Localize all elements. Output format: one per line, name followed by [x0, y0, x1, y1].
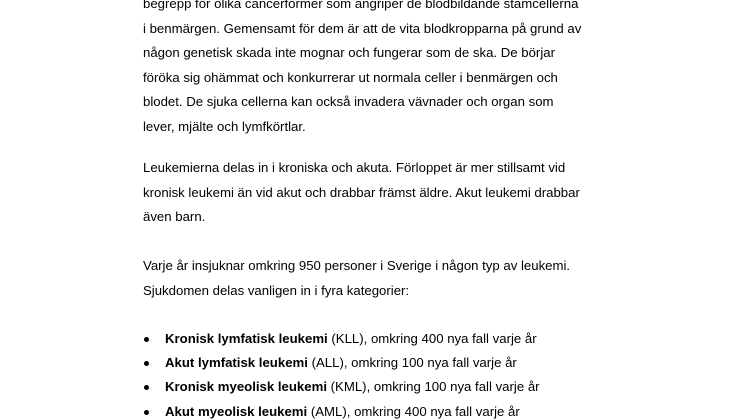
text-line: Leukemierna delas in i kroniska och akuta. Förloppet är mer stillsamt vid [143, 160, 566, 175]
bullet-icon [144, 361, 149, 366]
text-line: föröka sig ohämmat och konkurrerar ut normala celler i benmärgen och [143, 69, 558, 85]
bullet-icon [144, 410, 149, 415]
leukemia-type-name: Akut lymfatisk leukemi [165, 355, 308, 371]
text-line: Sjukdomen delas vanligen in i fyra kategorier: [143, 282, 410, 298]
leukemia-type-name: Akut myeolisk leukemi [165, 403, 308, 419]
list-item [143, 351, 540, 375]
leukemia-type-list [143, 327, 540, 419]
list-item [143, 327, 540, 351]
paragraph-chronic-acute [143, 156, 613, 230]
text-line: även barn. [143, 209, 206, 224]
bullet-icon [144, 385, 149, 390]
list-item [143, 400, 540, 419]
text-line: kronisk leukemi än vid akut och drabbar främst äldre. Akut leukemi drabbar [143, 184, 580, 200]
text-line: i benmärgen. Gemensamt för dem är att de vita blodkropparna på grund av [143, 20, 582, 36]
leukemia-type-name: Kronisk myeolisk leukemi [165, 379, 327, 395]
paragraph-leukemia-definition [143, 0, 613, 139]
leukemia-type-detail: (KML), omkring 100 nya fall varje år [327, 379, 540, 395]
bullet-icon [144, 337, 149, 342]
text-line: begrepp för olika cancerformer som angriper de blodbildande stamcellerna [143, 0, 579, 11]
text-line: lever, mjälte och lymfkörtlar. [143, 118, 306, 134]
leukemia-type-name: Kronisk lymfatisk leukemi [165, 331, 328, 346]
leukemia-type-detail: (AML), omkring 400 nya fall varje år [307, 403, 520, 419]
leukemia-type-detail: (KLL), omkring 400 nya fall varje år [327, 331, 537, 346]
text-line: Varje år insjuknar omkring 950 personer i Sverige i någon typ av leukemi. [143, 258, 571, 273]
paragraph-incidence [143, 254, 613, 303]
list-item [143, 375, 540, 399]
text-line: blodet. De sjuka cellerna kan också invadera vävnader och organ som [143, 94, 554, 109]
text-line: någon genetisk skada inte mognar och fungerar som de ska. De börjar [143, 45, 555, 60]
leukemia-type-detail: (ALL), omkring 100 nya fall varje år [307, 355, 517, 371]
